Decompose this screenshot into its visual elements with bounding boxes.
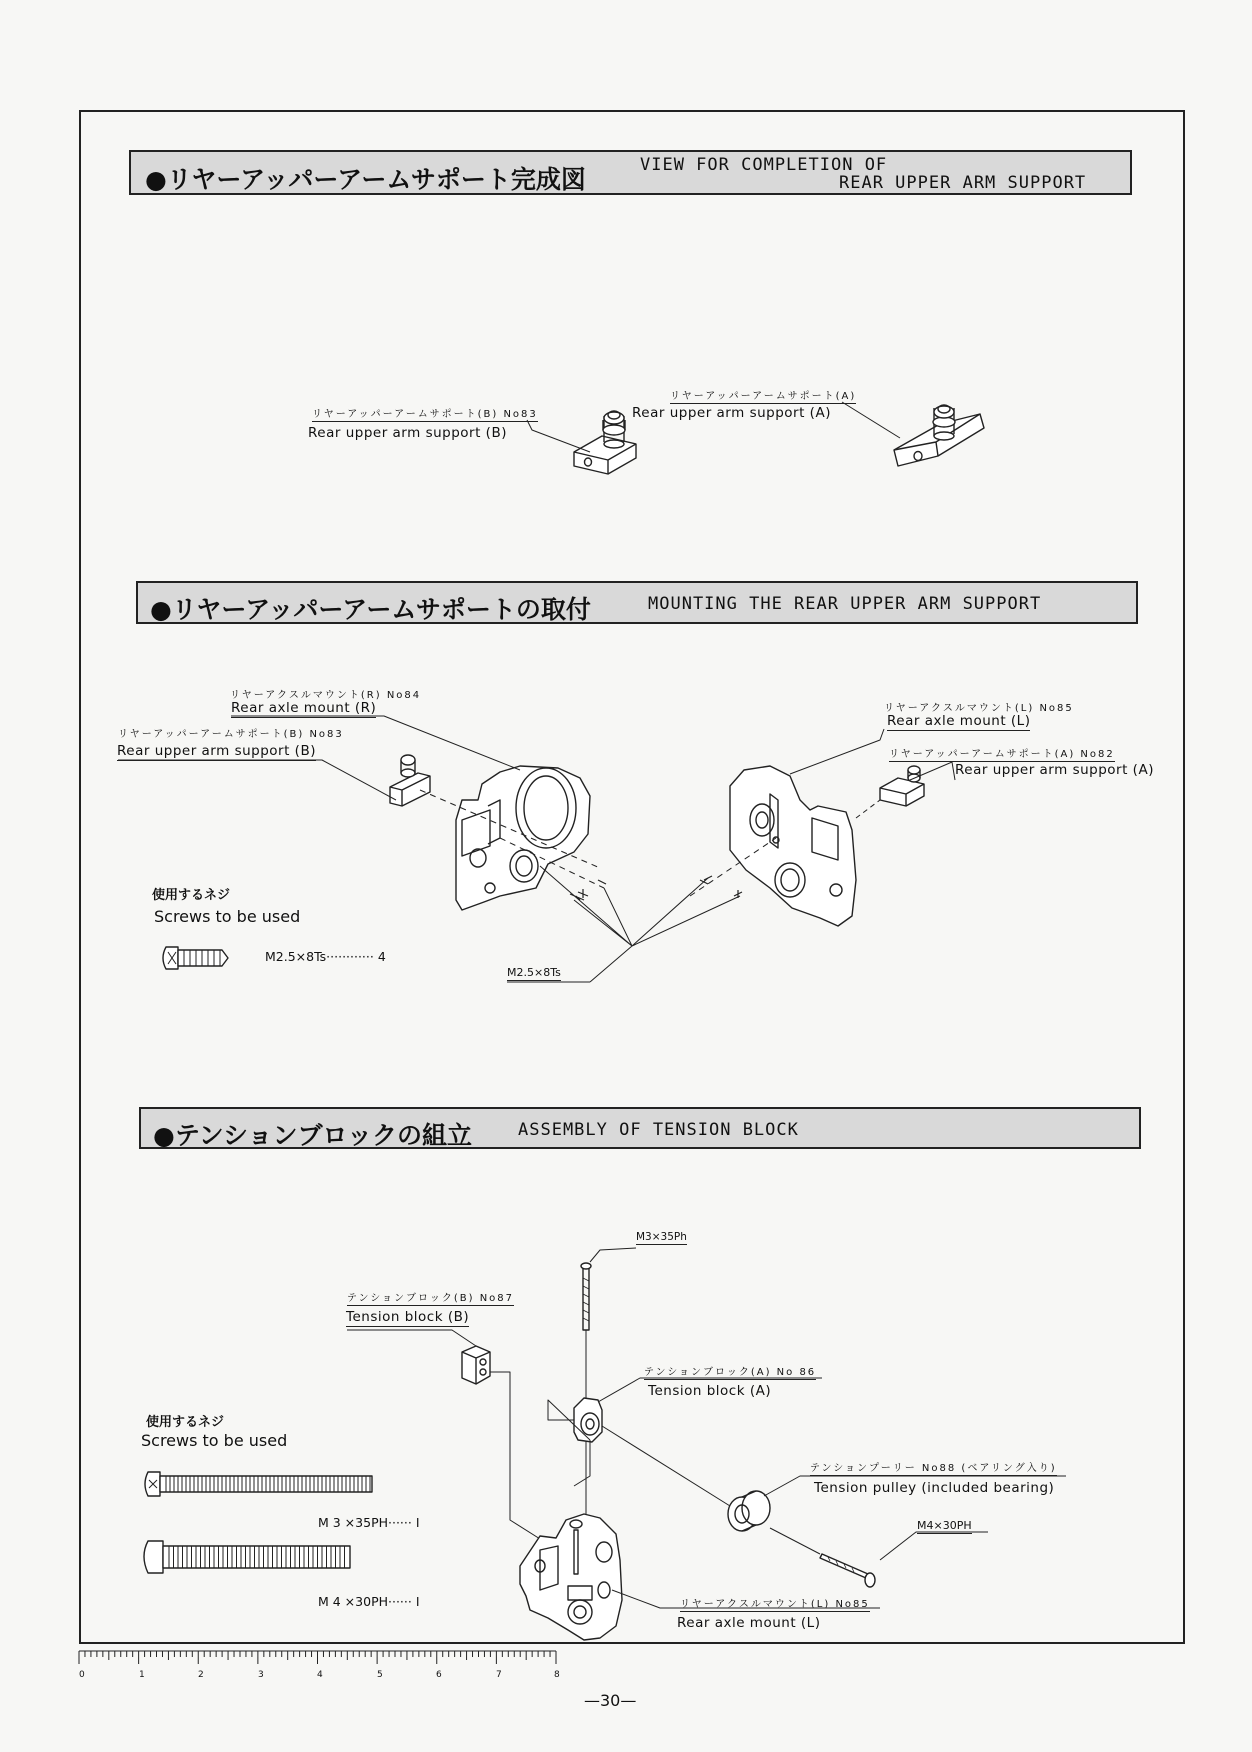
label-support-a-en: Rear upper arm support (A) <box>632 405 831 421</box>
label-pulley-jp: テンションプーリー No88 (ベアリング入り) <box>810 1459 1057 1476</box>
label-axle-l-en: Rear axle mount (L) <box>887 713 1031 729</box>
section-title-en: MOUNTING THE REAR UPPER ARM SUPPORT <box>648 594 1042 614</box>
ruler-label: 8 <box>554 1670 560 1680</box>
screw-icon-m3 <box>145 1472 372 1496</box>
ruler-label: 2 <box>198 1670 204 1680</box>
section-title-jp: ●リヤーアッパーアームサポートの取付 <box>150 595 591 624</box>
support-b-mounting-part <box>390 755 430 806</box>
screw-m4-part <box>820 1554 875 1587</box>
rear-axle-mount-l <box>730 766 856 926</box>
leader-support-a <box>842 402 900 438</box>
leader-block-a <box>598 1378 822 1402</box>
leader-screw-m3 <box>590 1248 636 1262</box>
ruler-label: 6 <box>436 1670 442 1680</box>
screw-icon-m4 <box>144 1541 350 1573</box>
label-screw-callout: M2.5×8Ts <box>507 966 561 979</box>
label-axle-r-en: Rear axle mount (R) <box>231 700 377 716</box>
ruler-label: 4 <box>317 1670 323 1680</box>
leader-support-b <box>527 420 590 452</box>
label-block-b-jp: テンションブロック(B) No87 <box>347 1289 514 1306</box>
label-screw-m4: M4×30PH <box>917 1519 972 1532</box>
label-block-a-jp: テンションブロック(A) No 86 <box>644 1363 816 1380</box>
screw-spec-m25: M2.5×8Ts············ 4 <box>265 949 386 964</box>
section-title-en-line1: VIEW FOR COMPLETION OF <box>640 155 888 175</box>
leader-axle-l-tension <box>612 1590 880 1608</box>
tension-block-a-part <box>574 1398 602 1442</box>
label-support-a-jp: リヤーアッパーアームサポート(A) No82 <box>889 745 1115 762</box>
small-screws <box>570 876 742 900</box>
ruler-label: 1 <box>139 1670 145 1680</box>
screw-icon-m25 <box>163 947 228 969</box>
leader-pulley <box>764 1476 1066 1496</box>
label-screw-m3: M3×35Ph <box>636 1231 687 1243</box>
guide-block-a-down <box>574 1440 590 1486</box>
label-support-a-en: Rear upper arm support (A) <box>955 762 1154 778</box>
label-support-b-jp: リヤーアッパーアームサポート(B) No83 <box>118 729 344 740</box>
leader-block-b <box>347 1330 476 1346</box>
label-axle-r-jp: リヤーアクスルマウント(R) No84 <box>230 690 422 701</box>
screw-spec-m4: M 4 ×30PH······ I <box>318 1594 420 1609</box>
section-title-en-line2: REAR UPPER ARM SUPPORT <box>839 173 1087 193</box>
support-a-mounting-part <box>880 766 924 806</box>
label-axle-l-en: Rear axle mount (L) <box>677 1615 821 1631</box>
screws-title-en: Screws to be used <box>141 1431 288 1450</box>
assembly-line-m4 <box>770 1528 820 1554</box>
label-support-a-jp: リヤーアッパーアームサポート(A) <box>670 387 856 404</box>
tension-block-b-part <box>462 1346 490 1384</box>
label-axle-l-jp: リヤーアクスルマウント(L) No85 <box>884 703 1074 714</box>
leader-screw-m4 <box>880 1532 988 1560</box>
label-support-b-en: Rear upper arm support (B) <box>308 425 507 441</box>
support-b-part <box>574 411 636 474</box>
label-support-b-jp: リヤーアッパーアームサポート(B) No83 <box>312 405 538 422</box>
section-title-en: ASSEMBLY OF TENSION BLOCK <box>518 1120 799 1140</box>
section-title-jp: ●リヤーアッパーアームサポート完成図 <box>145 165 586 194</box>
label-block-a-en: Tension block (A) <box>648 1383 772 1399</box>
assembly-line-pulley <box>602 1426 730 1506</box>
ruler <box>79 1651 556 1664</box>
ruler-label: 3 <box>258 1670 264 1680</box>
ruler-label: 7 <box>496 1670 502 1680</box>
label-block-b-en: Tension block (B) <box>346 1309 470 1325</box>
page-number: —30— <box>584 1691 637 1710</box>
leader-axle-r <box>231 716 520 770</box>
screws-title-en: Screws to be used <box>154 907 301 926</box>
assembly-line-right <box>856 800 880 818</box>
screw-spec-m3: M 3 ×35PH······ I <box>318 1515 420 1530</box>
screws-title-jp: 使用するネジ <box>152 888 231 903</box>
section-title-jp: ●テンションブロックの組立 <box>153 1121 472 1150</box>
label-axle-l-jp: リヤーアクスルマウント(L) No85 <box>680 1595 870 1612</box>
screws-title-jp: 使用するネジ <box>146 1415 225 1430</box>
label-support-b-en: Rear upper arm support (B) <box>117 743 316 759</box>
leader-axle-l <box>790 729 884 774</box>
support-a-part <box>894 405 984 466</box>
leader-screws-callout <box>507 866 740 982</box>
rear-axle-mount-l-tension <box>520 1514 622 1640</box>
ruler-label: 5 <box>377 1670 383 1680</box>
guide-block-b-line <box>490 1372 548 1544</box>
label-pulley-en: Tension pulley (included bearing) <box>814 1480 1055 1496</box>
screw-m3-part <box>581 1263 591 1330</box>
rear-axle-mount-r <box>456 766 590 910</box>
ruler-label: 0 <box>79 1670 85 1680</box>
tension-pulley-part <box>728 1491 770 1531</box>
leader-support-b-mount <box>118 760 396 800</box>
